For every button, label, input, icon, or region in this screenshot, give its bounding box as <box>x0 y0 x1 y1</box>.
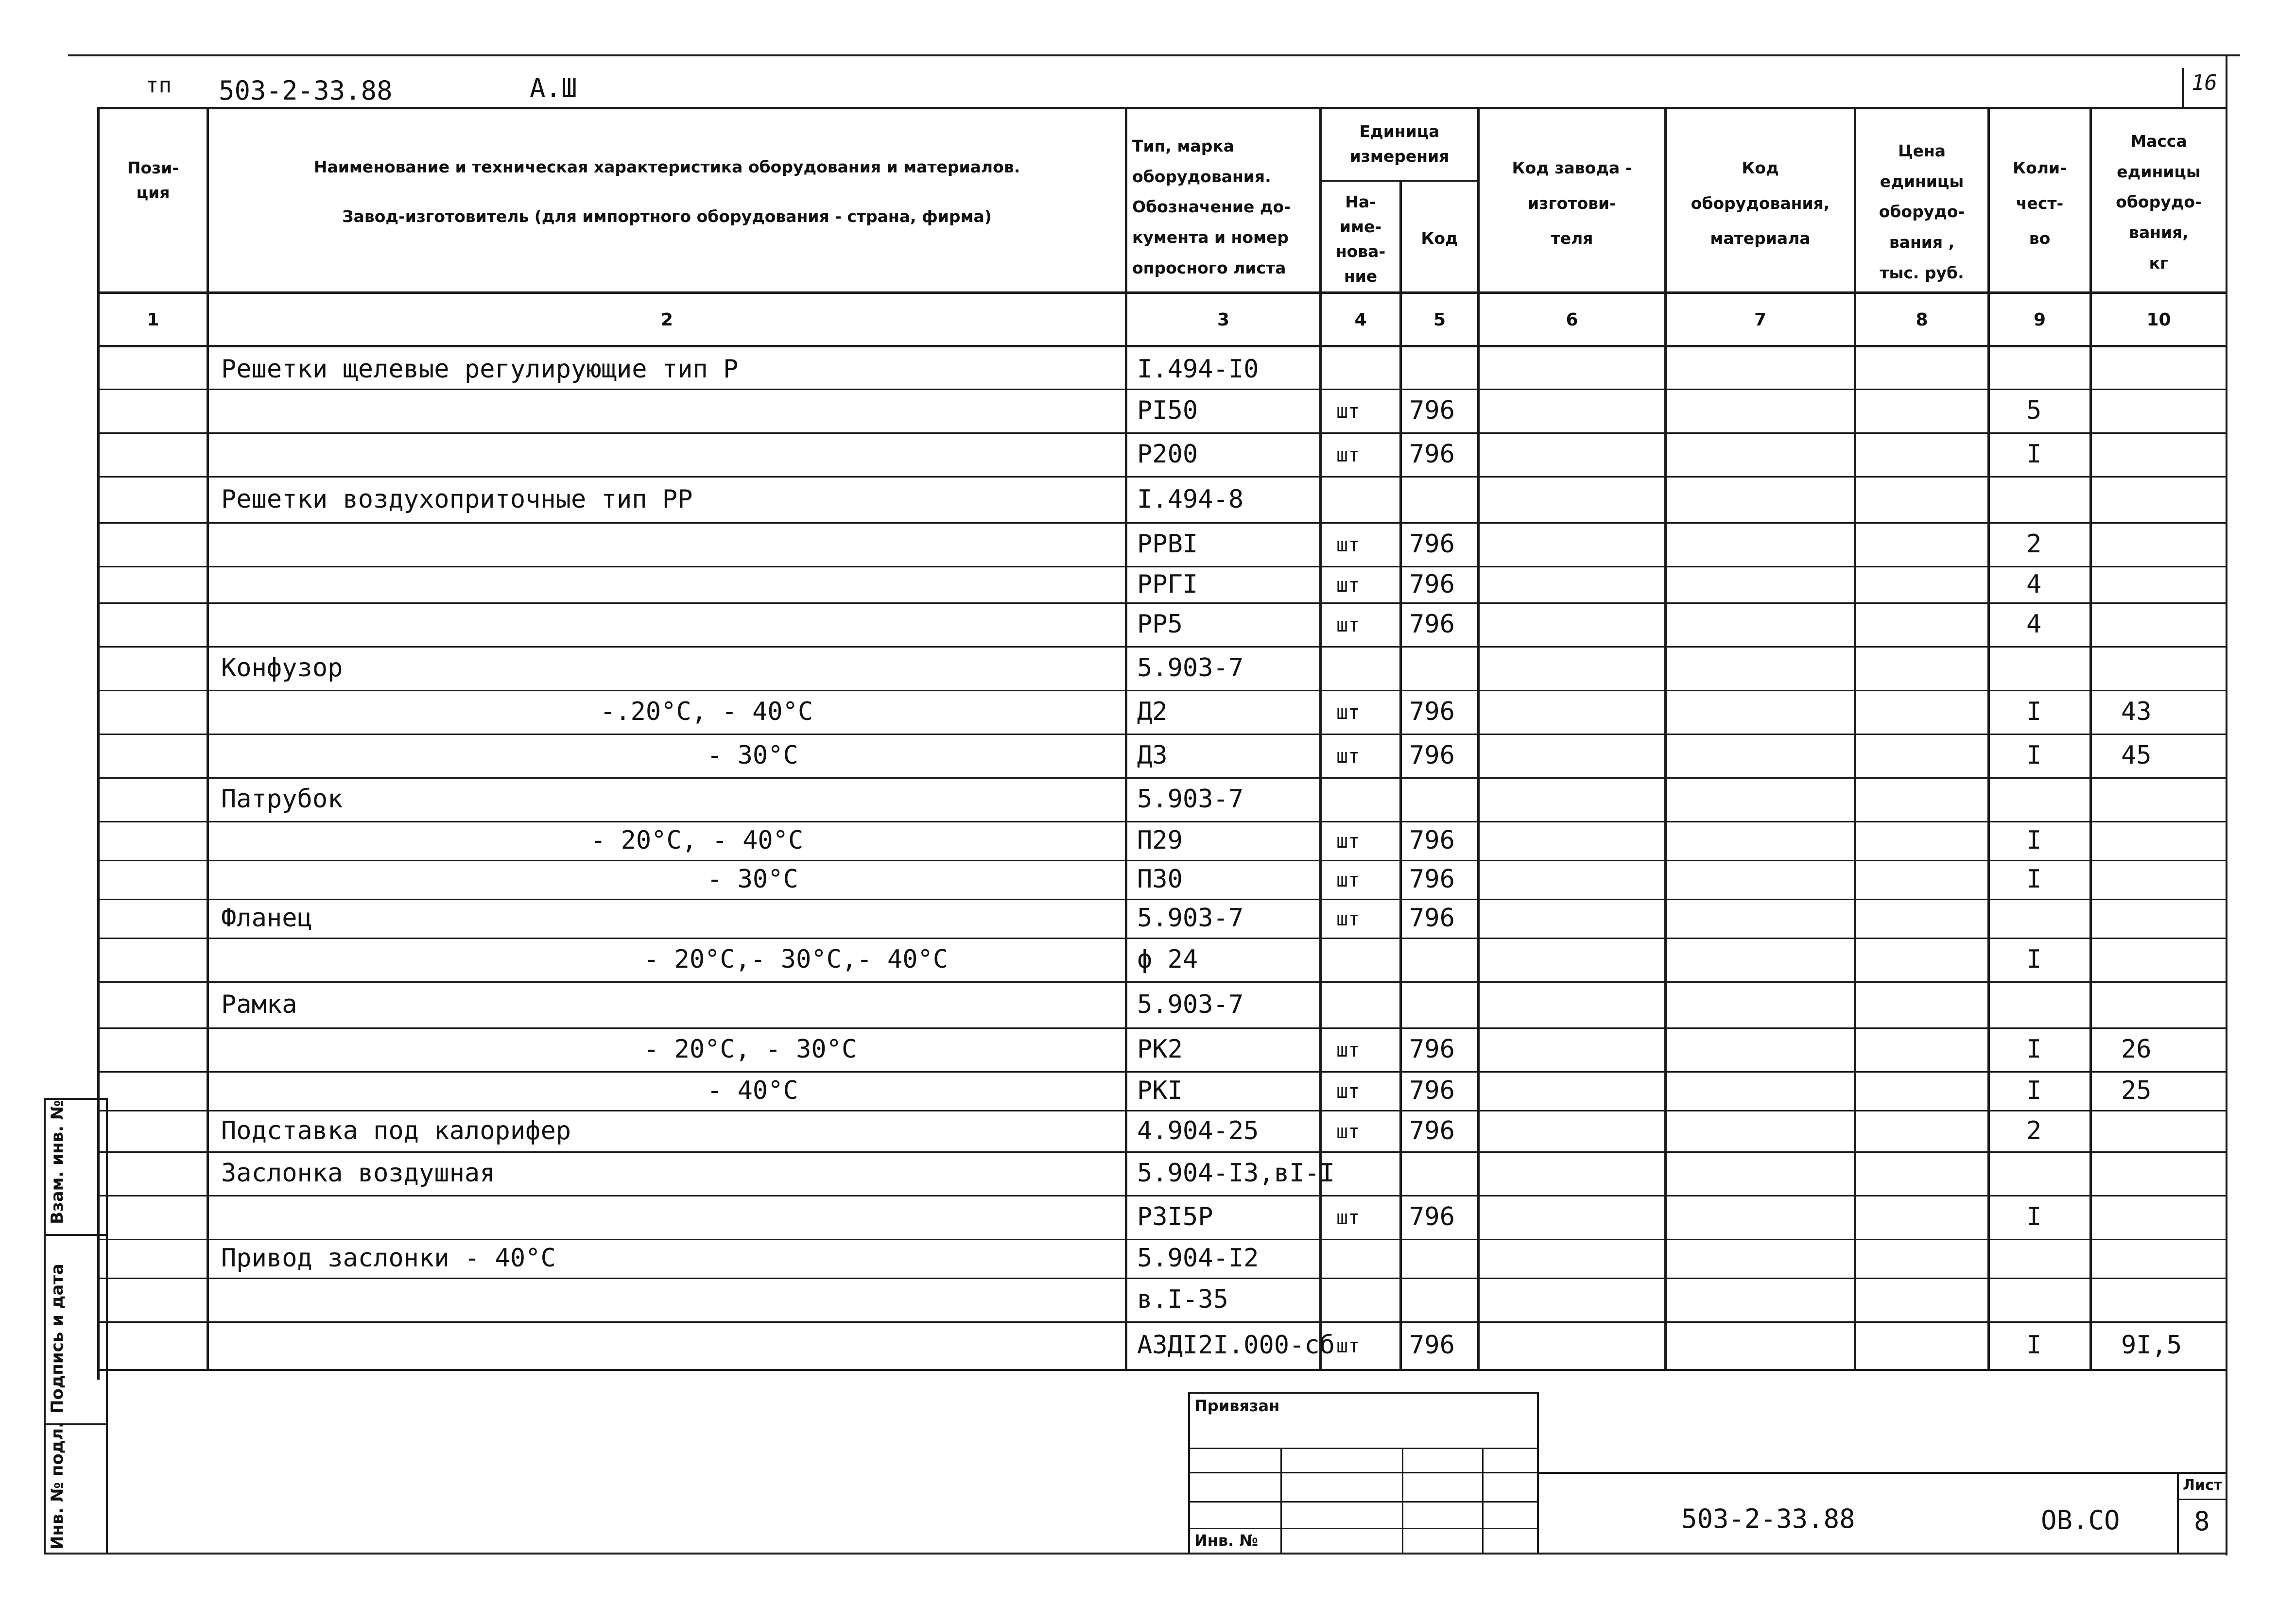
row-doc: 4.904-25 <box>1137 1116 1259 1145</box>
row-doc: P3I5P <box>1137 1202 1213 1231</box>
row-qty: I <box>2026 865 2042 894</box>
doc-code-top: 503-2-33.88 <box>219 75 393 106</box>
row-doc: PI50 <box>1137 396 1198 425</box>
row-unit: шт <box>1336 1121 1360 1143</box>
table-row <box>0 690 2226 734</box>
row-mass: 26 <box>2121 1035 2152 1064</box>
row-code: 796 <box>1409 1331 1455 1360</box>
row-qty: I <box>2026 826 2042 855</box>
row-name: Подставка под калорифер <box>221 1116 571 1145</box>
row-doc: 5.904-I2 <box>1137 1244 1259 1273</box>
row-name: - 20°C, - 40°C <box>590 826 804 855</box>
row-name: - 20°C, - 30°C <box>644 1035 857 1064</box>
row-name: -.20°C, - 40°C <box>600 697 813 726</box>
row-qty: I <box>2026 945 2042 974</box>
row-doc: 5.903-7 <box>1137 653 1244 683</box>
row-qty: 2 <box>2026 1116 2042 1145</box>
page-number: 16 <box>2192 70 2217 95</box>
table-row <box>0 1278 2226 1321</box>
row-name: Рамка <box>221 990 297 1019</box>
table-row <box>0 602 2226 646</box>
row-doc: 5.903-7 <box>1137 990 1244 1019</box>
col-quantity-header: Коли- чест- во <box>2013 158 2067 248</box>
row-doc: П29 <box>1137 826 1183 855</box>
row-mass: 25 <box>2121 1076 2152 1105</box>
col-position-header: Пози- ция <box>127 158 179 203</box>
row-doc: I.494-8 <box>1137 485 1244 514</box>
col-number-2: 2 <box>660 310 673 330</box>
table-row <box>0 1027 2226 1071</box>
col-name-header-line1: Наименование и техническая характеристика оборудования и материалов. <box>313 157 1020 176</box>
row-name: Конфузор <box>221 653 343 683</box>
row-qty: I <box>2026 741 2042 770</box>
album-label: А.Ш <box>530 73 577 103</box>
row-code: 796 <box>1409 1202 1455 1231</box>
col-mass-header: Масса единицы оборудо- вания, кг <box>2116 132 2202 273</box>
sheet-number: 8 <box>2194 1506 2210 1537</box>
side-label-replace-inv: Взам. инв. № <box>48 1100 67 1224</box>
row-code: 796 <box>1409 697 1455 726</box>
col-number-7: 7 <box>1754 310 1767 330</box>
row-doc: PPГI <box>1137 570 1198 599</box>
table-row <box>0 899 2226 938</box>
row-qty: 2 <box>2026 530 2042 559</box>
sheet-label: Лист <box>2183 1477 2223 1494</box>
col-number-1: 1 <box>147 310 159 330</box>
row-qty: I <box>2026 697 2042 726</box>
row-qty: I <box>2026 1202 2042 1231</box>
col-number-3: 3 <box>1217 310 1230 330</box>
row-mass: 45 <box>2121 741 2152 770</box>
row-code: 796 <box>1409 865 1455 894</box>
row-doc: PKI <box>1137 1076 1183 1105</box>
table-row <box>0 1151 2226 1195</box>
table-row <box>0 938 2226 981</box>
row-qty: 4 <box>2026 610 2042 639</box>
col-type-header: Тип, марка оборудования. Обозначение до- кумента и номер опросного листа <box>1132 137 1291 277</box>
row-mass: 43 <box>2121 697 2152 726</box>
row-doc: в.I-35 <box>1137 1285 1228 1314</box>
row-unit: шт <box>1336 574 1360 597</box>
row-code: 796 <box>1409 741 1455 770</box>
table-row <box>0 1071 2226 1110</box>
col-number-8: 8 <box>1916 310 1928 330</box>
table-row <box>0 646 2226 690</box>
title-doc-code: 503-2-33.88 <box>1681 1503 1855 1534</box>
row-name: Заслонка воздушная <box>221 1159 495 1188</box>
table-row <box>0 1321 2226 1369</box>
row-doc: 5.903-7 <box>1137 785 1244 814</box>
row-code: 796 <box>1409 440 1455 469</box>
row-doc: I.494-I0 <box>1137 355 1259 384</box>
row-qty: 4 <box>2026 570 2042 599</box>
row-unit: шт <box>1336 1207 1360 1229</box>
table-row <box>0 566 2226 602</box>
col-number-4: 4 <box>1354 310 1367 330</box>
row-name: Решетки воздухоприточные тип РР <box>221 485 693 514</box>
unit-group-header: Единица измерения <box>1349 122 1450 166</box>
row-unit: шт <box>1336 1039 1360 1061</box>
row-name: Фланец <box>221 904 312 933</box>
row-name: Привод заслонки - 40°C <box>221 1244 556 1273</box>
row-code: 796 <box>1409 570 1455 599</box>
row-qty: I <box>2026 440 2042 469</box>
col-number-10: 10 <box>2146 310 2171 330</box>
row-unit: шт <box>1336 701 1360 724</box>
row-code: 796 <box>1409 826 1455 855</box>
title-sheet-code: ОВ.СО <box>2041 1505 2120 1536</box>
table-row <box>0 432 2226 476</box>
side-label-signature-date: Подпись и дата <box>48 1264 67 1414</box>
col-number-5: 5 <box>1433 310 1446 330</box>
row-code: 796 <box>1409 1076 1455 1105</box>
col-factory-code-header: Код завода - изготови- теля <box>1512 158 1632 248</box>
row-doc: 5.904-I3,вI-I <box>1137 1159 1335 1188</box>
row-doc: П30 <box>1137 865 1183 894</box>
stamp-privyazan: Привязан <box>1194 1397 1280 1415</box>
row-name: - 20°C,- 30°C,- 40°C <box>644 945 949 974</box>
row-doc: P200 <box>1137 440 1198 469</box>
row-qty: I <box>2026 1331 2042 1360</box>
col-number-9: 9 <box>2033 310 2046 330</box>
col-unit-code-header: Код <box>1421 229 1458 248</box>
col-unit-name-header: На- име- нова- ние <box>1335 192 1386 286</box>
row-unit: шт <box>1336 534 1360 556</box>
table-row <box>0 350 2226 389</box>
row-mass: 9I,5 <box>2121 1331 2182 1360</box>
row-qty: 5 <box>2026 396 2042 425</box>
side-label-inv-original: Инв. № подл. <box>48 1421 67 1550</box>
table-row <box>0 821 2226 860</box>
row-unit: шт <box>1336 614 1360 636</box>
row-doc: Д3 <box>1137 741 1168 770</box>
row-unit: шт <box>1336 1335 1360 1357</box>
row-code: 796 <box>1409 1116 1455 1145</box>
row-name: Патрубок <box>221 785 343 814</box>
col-name-header-line2: Завод-изготовитель (для импортного оборудования - страна, фирма) <box>342 207 992 226</box>
table-row <box>0 860 2226 899</box>
row-qty: I <box>2026 1076 2042 1105</box>
table-row <box>0 476 2226 522</box>
row-unit: шт <box>1336 830 1360 853</box>
table-row <box>0 522 2226 566</box>
row-code: 796 <box>1409 396 1455 425</box>
row-unit: шт <box>1336 908 1360 930</box>
row-unit: шт <box>1336 1080 1360 1103</box>
row-doc: PK2 <box>1137 1035 1183 1064</box>
row-name: Решетки щелевые регулирующие тип Р <box>221 355 739 384</box>
col-equipment-code-header: Код оборудования, материала <box>1691 158 1830 248</box>
row-doc: PPBI <box>1137 530 1198 559</box>
table-row <box>0 1239 2226 1278</box>
row-code: 796 <box>1409 530 1455 559</box>
row-qty: I <box>2026 1035 2042 1064</box>
col-price-header: Цена единицы оборудо- вания , тыс. руб. <box>1879 141 1965 282</box>
table-row <box>0 777 2226 821</box>
table-row <box>0 734 2226 777</box>
row-name: - 30°C <box>707 741 798 770</box>
row-code: 796 <box>1409 1035 1455 1064</box>
row-doc: Д2 <box>1137 697 1168 726</box>
row-doc: ϕ 24 <box>1137 945 1198 974</box>
table-row <box>0 1195 2226 1239</box>
row-unit: шт <box>1336 745 1360 768</box>
stamp-inv: Инв. № <box>1194 1531 1258 1550</box>
row-code: 796 <box>1409 904 1455 933</box>
col-number-6: 6 <box>1566 310 1578 330</box>
doc-type: тп <box>146 73 172 98</box>
table-row <box>0 1110 2226 1151</box>
row-name: - 40°C <box>707 1076 798 1105</box>
row-code: 796 <box>1409 610 1455 639</box>
row-doc: АЗДI2I.000-сб <box>1137 1331 1335 1360</box>
table-row <box>0 389 2226 432</box>
row-doc: 5.903-7 <box>1137 904 1244 933</box>
row-unit: шт <box>1336 400 1360 423</box>
row-name: - 30°C <box>707 865 798 894</box>
row-unit: шт <box>1336 444 1360 466</box>
row-doc: PP5 <box>1137 610 1183 639</box>
row-unit: шт <box>1336 869 1360 891</box>
table-row <box>0 981 2226 1027</box>
